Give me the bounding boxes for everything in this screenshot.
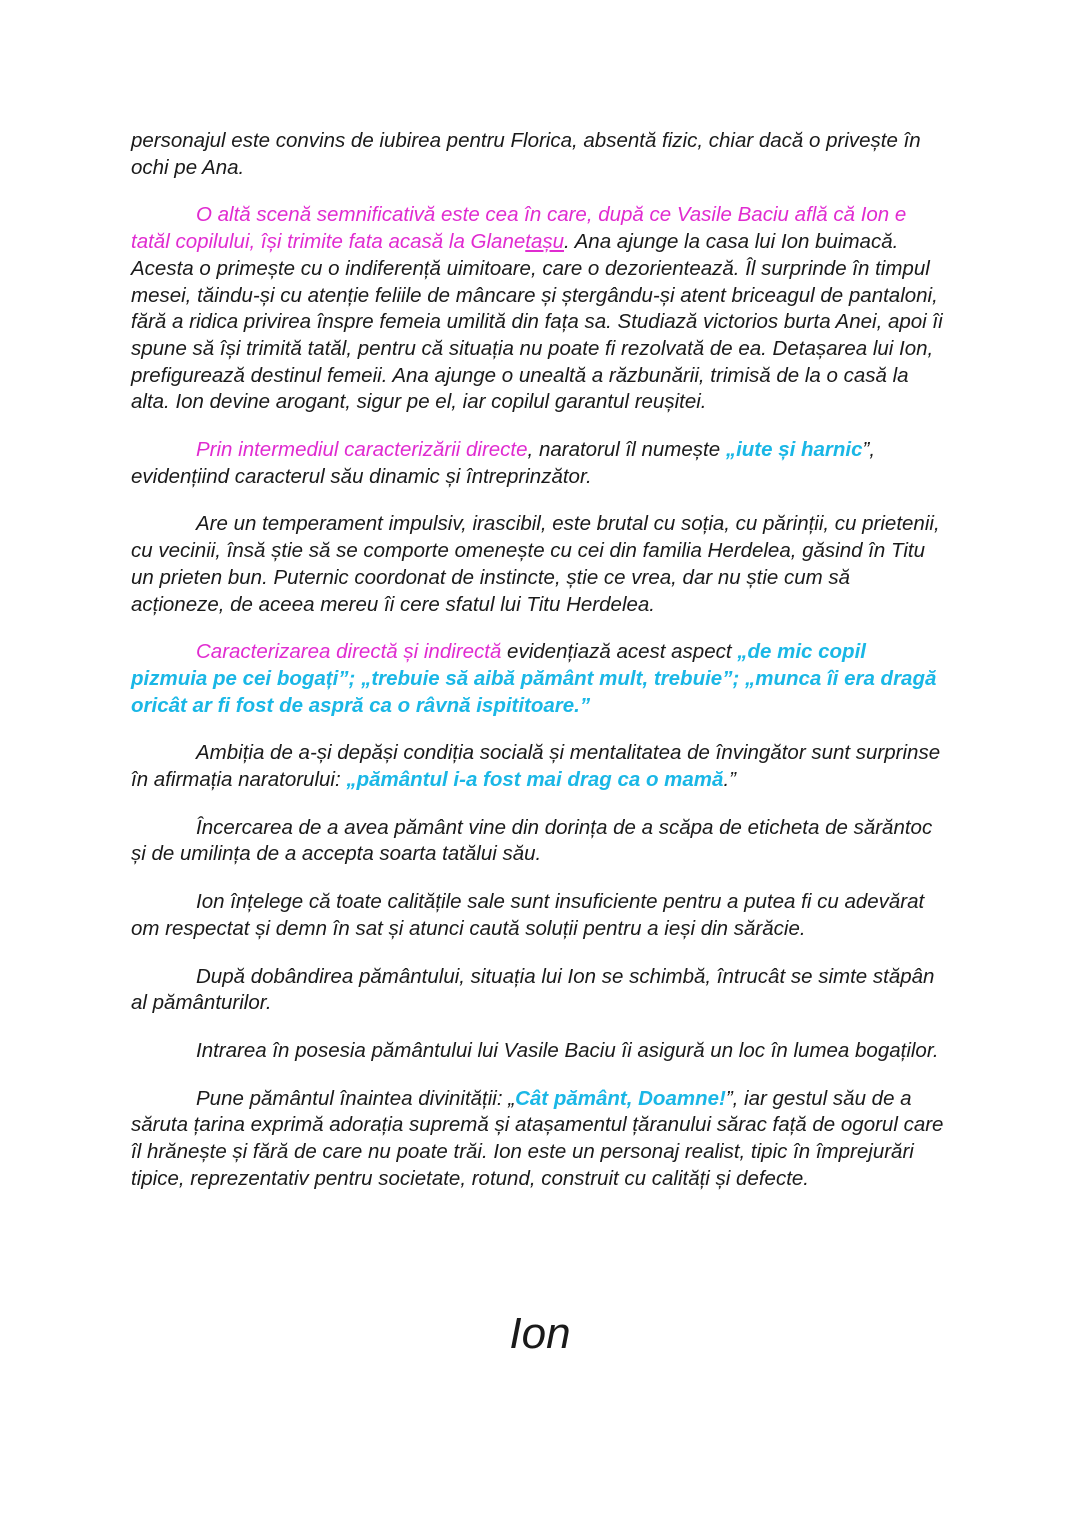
paragraph	[131, 437, 946, 490]
paragraph	[131, 1086, 946, 1193]
paragraph	[131, 889, 946, 942]
paragraph	[131, 202, 946, 416]
quote-text: „de mic copil pizmuia pe cei bogați”; „trebuie să aibă pământ mult, trebuie”; „munca îi era dragă oricât ar fi fost de aspră ca o râvnă ispititoare.”	[131, 640, 937, 717]
document-body	[131, 128, 946, 1214]
page-title: Ion	[509, 1309, 571, 1358]
paragraph	[131, 740, 946, 793]
text-run: Ion înțelege că toate calitățile sale sunt insuficiente pentru a putea fi cu adevărat om respectat și demn în sat și atunci caută soluții pentru a ieși din sărăcie.	[131, 890, 925, 940]
highlight-text: Caracterizarea directă și indirectă	[196, 640, 502, 664]
quote-text: „pământul i-a fost mai drag ca o mamă	[346, 768, 724, 792]
highlight-text: O altă scenă semnificativă este cea în care, după ce Vasile Baciu află că Ion e tatăl copilului, își trimite fata acasă la Glane	[131, 203, 907, 254]
paragraph	[131, 511, 946, 618]
text-run: Pune pământul înaintea divinității: „	[196, 1086, 516, 1110]
text-run: Încercarea de a avea pământ vine din dorința de a scăpa de eticheta de sărăntoc și de umilința de a accepta soarta tatălui său.	[131, 815, 933, 866]
paragraph	[131, 964, 946, 1017]
quote-text: „iute și harnic	[725, 438, 863, 462]
text-run: După dobândirea pământului, situația lui Ion se schimbă, întrucât se simte stăpân al pământurilor.	[131, 964, 935, 1015]
highlight-text: Prin intermediul caracterizării directe	[196, 438, 528, 462]
paragraph	[131, 639, 946, 719]
text-run: .”	[723, 768, 736, 792]
text-run: personajul este convins de iubirea pentru Florica, absentă fizic, chiar dacă o privește în ochi pe Ana.	[131, 129, 921, 179]
text-run: Are un temperament impulsiv, irascibil, este brutal cu soția, cu părinții, cu prietenii, cu vecinii, însă știe să se comporte omenește cu cei din familia Herdelea, găsind în Titu un prieten bun. Puternic coordonat de instincte, știe ce vrea, dar nu știe cum să acționeze, de aceea mereu îi cere sfatul lui Titu Herdelea.	[131, 512, 940, 616]
text-run: . Ana ajunge la casa lui Ion buimacă. Acesta o primește cu o indiferență uimitoare, care o dezorientează. Îl surprinde în timpul mesei, tăindu-și cu atenție feliile de mâncare și ștergându-și atent briceagul de pantaloni, fără a ridica privirea înspre femeia umilită din fața sa. Studiază victorios burta Anei, apoi îi spune să își trimită tatăl, pentru că situația nu poate fi rezolvată de ea. Detașarea lui Ion, prefigurează destinul femeii. Ana ajunge o unealtă a răzbunării, trimisă de la o casă la alta. Ion devine arogant, sigur pe el, iar copilul garantul reușitei.	[131, 230, 943, 414]
text-run: , naratorul îl numește	[527, 438, 726, 462]
text-run: ”, iar gestul său de a săruta țarina exprimă adorația supremă și atașamentul țăranului sărac față de ogorul care îl hrănește și fără de care nu poate trăi. Ion este un personaj realist, tipic în împrejurări tipice, reprezentativ pentru societate, rotund, construit cu calități și defecte.	[131, 1086, 944, 1190]
text-run: Ambiția de a-și depăși condiția socială și mentalitatea de învingător sunt surprinse în afirmația naratorului:	[131, 741, 941, 792]
text-run: evidențiază acest aspect	[501, 640, 738, 664]
text-run: ”, evidențiind caracterul său dinamic și întreprinzător.	[131, 438, 876, 488]
paragraph	[131, 815, 946, 868]
quote-text: Cât pământ, Doamne!	[515, 1086, 726, 1110]
paragraph	[131, 1038, 946, 1065]
paragraph	[131, 128, 946, 181]
highlight-text: tașu	[525, 230, 564, 254]
text-run: Intrarea în posesia pământului lui Vasile Baciu îi asigură un loc în lumea bogaților.	[196, 1038, 939, 1062]
